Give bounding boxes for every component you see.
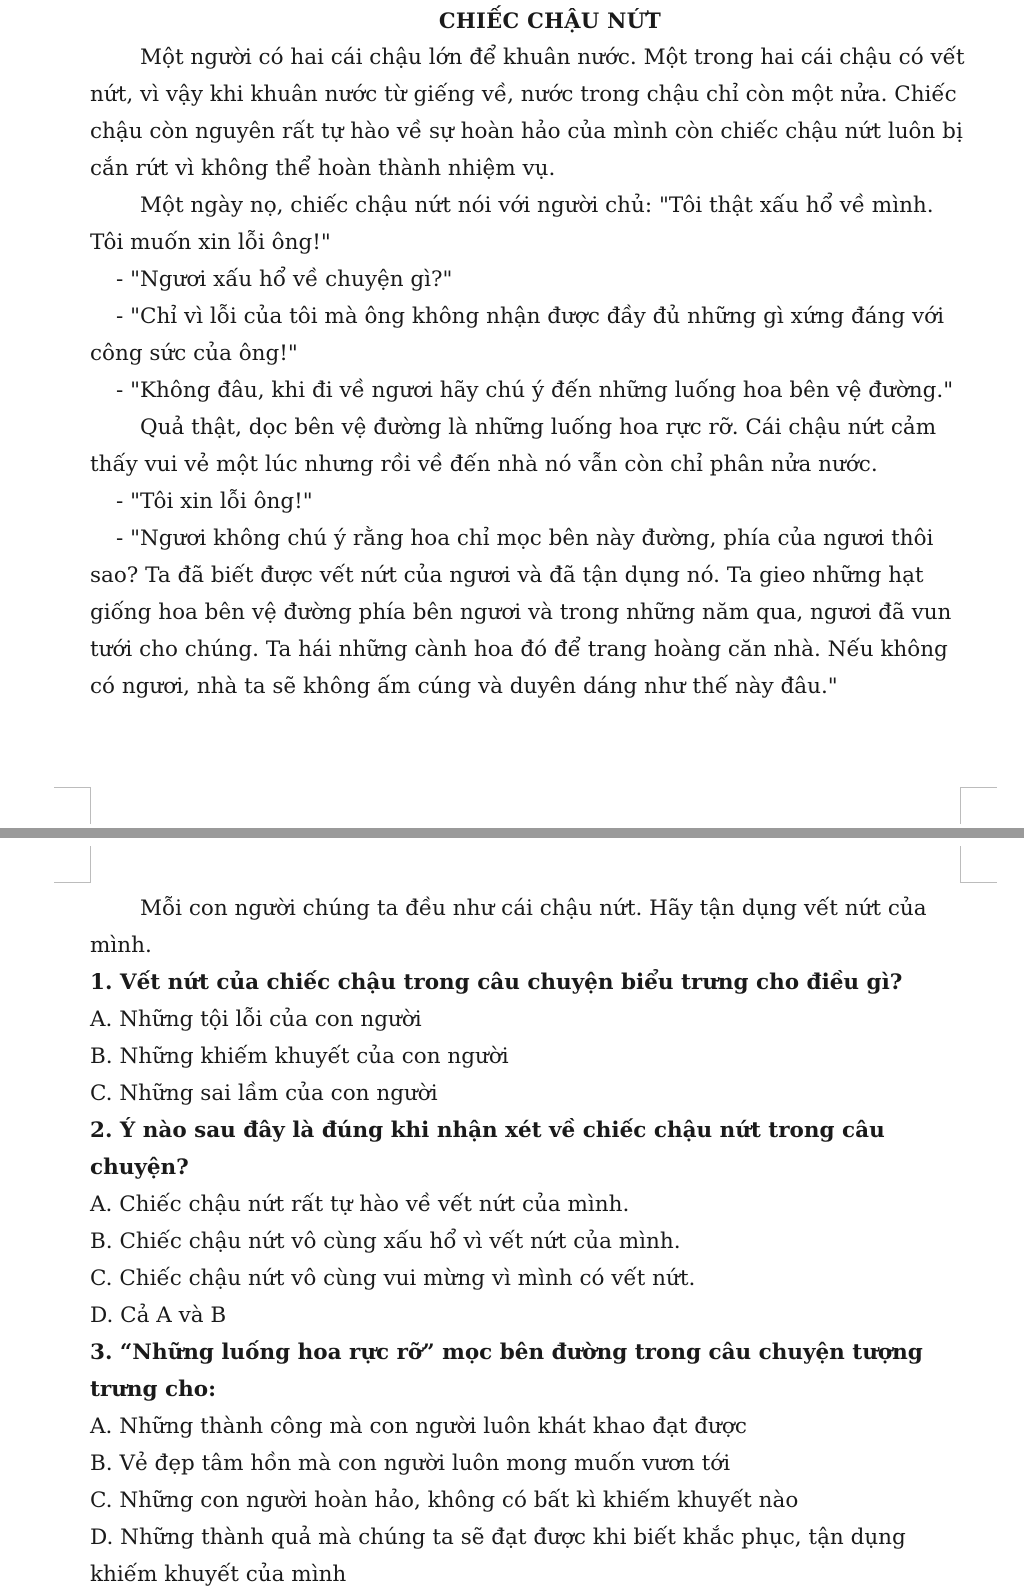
crop-mark-top-right — [960, 787, 997, 824]
question-3-option-d: D. Những thành quả mà chúng ta sẽ đạt được khi biết khắc phục, tận dụng khiếm khuyết của mình — [90, 1525, 906, 1587]
question-2: 2. Ý nào sau đây là đúng khi nhận xét về chiếc chậu nứt trong câu chuyện? — [90, 1118, 885, 1180]
story-moral: Mỗi con người chúng ta đều như cái chậu nứt. Hãy tận dụng vết nứt của mình. — [90, 896, 927, 958]
questions-text — [90, 890, 970, 1593]
question-1-option-c: C. Những sai lầm của con người — [90, 1081, 438, 1106]
question-1-option-a: A. Những tội lỗi của con người — [90, 1007, 422, 1032]
dialog-line-1: - "Ngươi xấu hổ về chuyện gì?" — [116, 267, 453, 292]
question-1: 1. Vết nứt của chiếc chậu trong câu chuyện biểu trưng cho điều gì? — [90, 970, 903, 995]
dialog-line-2: - "Chỉ vì lỗi của tôi mà ông không nhận được đầy đủ những gì xứng đáng với công sức của ông!" — [90, 304, 944, 366]
question-2-option-b: B. Chiếc chậu nứt vô cùng xấu hổ vì vết nứt của mình. — [90, 1229, 681, 1254]
story-text — [90, 2, 970, 705]
story-paragraph-2: Một ngày nọ, chiếc chậu nứt nói với người chủ: "Tôi thật xấu hổ về mình. Tôi muốn xin lỗi ông!" — [90, 193, 934, 255]
question-3: 3. “Những luống hoa rực rỡ” mọc bên đường trong câu chuyện tượng trưng cho: — [90, 1340, 923, 1402]
story-paragraph-3: Quả thật, dọc bên vệ đường là những luống hoa rực rỡ. Cái chậu nứt cảm thấy vui vẻ một lúc nhưng rồi về đến nhà nó vẫn còn chỉ phân nửa nước. — [90, 415, 937, 477]
dialog-line-4: - "Tôi xin lỗi ông!" — [116, 489, 313, 514]
question-2-option-c: C. Chiếc chậu nứt vô cùng vui mừng vì mình có vết nứt. — [90, 1266, 696, 1291]
dialog-line-5: - "Ngươi không chú ý rằng hoa chỉ mọc bên này đường, phía của ngươi thôi sao? Ta đã biết được vết nứt của ngươi và đã tận dụng nó. Ta gieo những hạt giống hoa bên vệ đường phía bên ngươi và trong những năm qua, ngươi đã vun tưới cho chúng. Ta hái những cành hoa đó để trang hoàng căn nhà. Nếu không có ngươi, nhà ta sẽ không ấm cúng và duyên dáng như thế này đâu." — [90, 526, 952, 699]
question-1-option-b: B. Những khiếm khuyết của con người — [90, 1044, 509, 1069]
page-break-divider — [0, 828, 1024, 838]
question-3-option-a: A. Những thành công mà con người luôn khát khao đạt được — [90, 1414, 747, 1439]
question-3-option-c: C. Những con người hoàn hảo, không có bất kì khiếm khuyết nào — [90, 1488, 799, 1513]
page-bottom — [0, 838, 1024, 1587]
crop-mark-top-left — [54, 787, 91, 824]
dialog-line-3: - "Không đâu, khi đi về ngươi hãy chú ý đến những luống hoa bên vệ đường." — [116, 378, 954, 403]
question-3-option-b: B. Vẻ đẹp tâm hồn mà con người luôn mong muốn vươn tới — [90, 1451, 731, 1476]
question-2-option-a: A. Chiếc chậu nứt rất tự hào về vết nứt của mình. — [90, 1192, 630, 1217]
question-2-option-d: D. Cả A và B — [90, 1303, 227, 1328]
story-paragraph-1: Một người có hai cái chậu lớn để khuân nước. Một trong hai cái chậu có vết nứt, vì vậy khi khuân nước từ giếng về, nước trong chậu chỉ còn một nửa. Chiếc chậu còn nguyên rất tự hào về sự hoàn hảo của mình còn chiếc chậu nứt luôn bị cắn rứt vì không thể hoàn thành nhiệm vụ. — [90, 45, 965, 181]
story-title: CHIẾC CHẬU NỨT — [438, 8, 662, 33]
